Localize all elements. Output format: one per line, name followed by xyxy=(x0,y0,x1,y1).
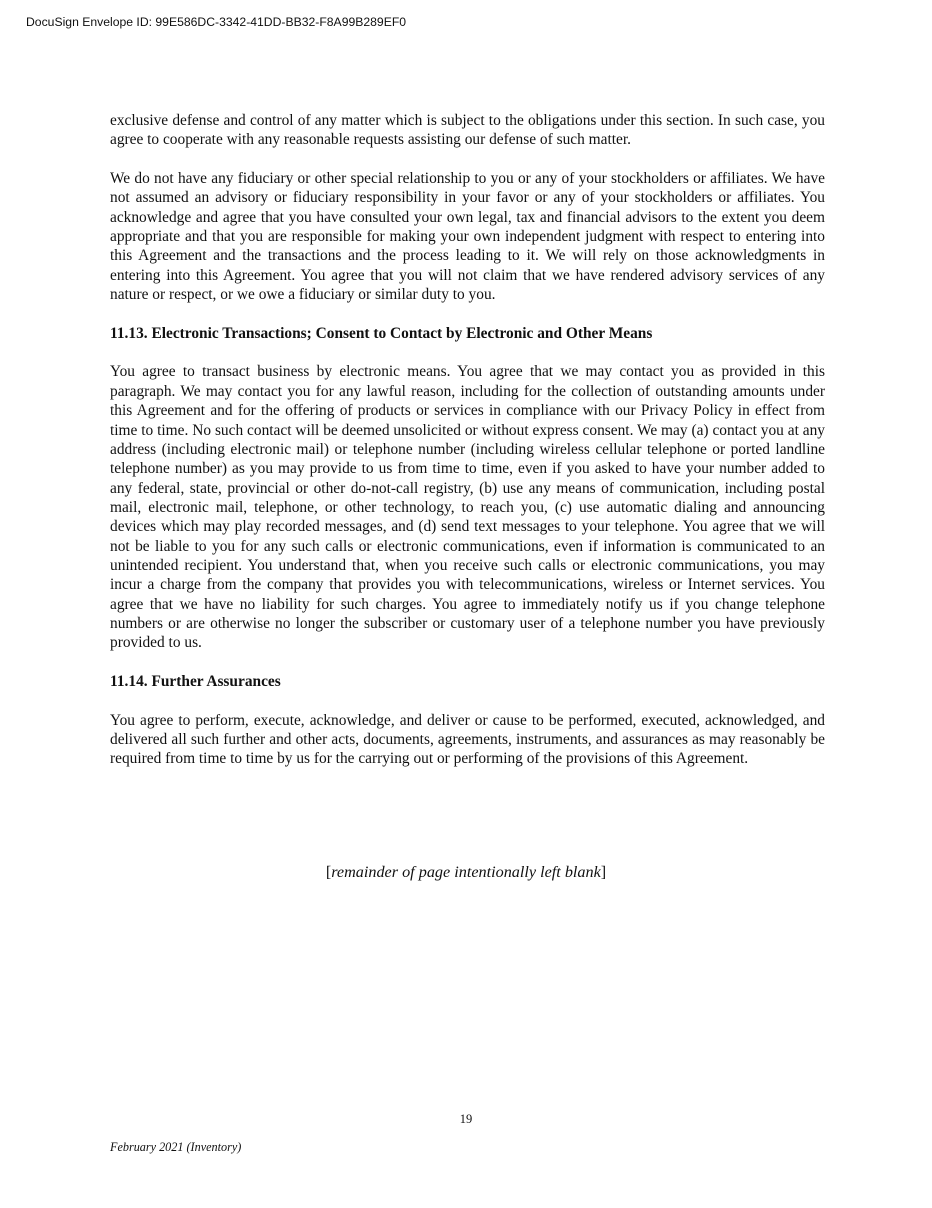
docusign-envelope-id: DocuSign Envelope ID: 99E586DC-3342-41DD-BB32-F8A99B289EF0 xyxy=(26,15,407,29)
page-number: 19 xyxy=(459,1112,473,1126)
document-body xyxy=(110,111,825,788)
paragraph-no-fiduciary-relationship: We do not have any fiduciary or other special relationship to you or any of your stockholders or affiliates. We have not assumed an advisory or fiduciary responsibility in your favor or any of your stockholders or affiliates. You acknowledge and agree that you have consulted your own legal, tax and financial advisors to the extent you deem appropriate and that you are responsible for making your own independent judgment with respect to entering into this Agreement and the transactions and the process leading to it. We will rely on those acknowledgments in entering into this Agreement. You agree that you will not claim that we have rendered advisory services of any nature or respect, or we owe a fiduciary or similar duty to you. xyxy=(110,170,825,304)
blank-note-text: remainder of page intentionally left blank xyxy=(331,863,601,881)
paragraph-further-assurances: You agree to perform, execute, acknowledge, and deliver or cause to be performed, executed, acknowledged, and delivered all such further and other acts, documents, agreements, instruments, and assurances as may reasonably be required from time to time by us for the carrying out or performing of the provisions of this Agreement. xyxy=(110,711,825,768)
footer-version-label: February 2021 (Inventory) xyxy=(110,1140,242,1154)
open-bracket: [ xyxy=(325,863,332,881)
remainder-blank-note xyxy=(0,863,932,882)
close-bracket: ] xyxy=(600,863,607,881)
paragraph-indemnification-continued: exclusive defense and control of any matter which is subject to the obligations under this section. In such case, you agree to cooperate with any reasonable requests assisting our defense of such matter. xyxy=(110,112,825,149)
section-heading-11-13: 11.13. Electronic Transactions; Consent to Contact by Electronic and Other Means xyxy=(110,324,653,342)
section-heading-11-14: 11.14. Further Assurances xyxy=(110,672,281,690)
paragraph-electronic-transactions: You agree to transact business by electronic means. You agree that we may contact you as provided in this paragraph. We may contact you for any lawful reason, including for the collection of outstanding amounts under this Agreement and for the offering of products or services in compliance with our Privacy Policy in effect from time to time. No such contact will be deemed unsolicited or without express consent. We may (a) contact you at any address (including electronic mail) or telephone number (including wireless cellular telephone or ported landline telephone number) as you may provide to us from time to time, even if you asked to have your number added to any federal, state, provincial or other do-not-call registry, (b) use any means of communication, including postal mail, electronic mail, telephone, or other technology, to reach you, (c) use automatic dialing and announcing devices which may play recorded messages, and (d) send text messages to your telephone. You agree that we will not be liable to you for any such calls or electronic communications, even if information is communicated to an unintended recipient. You understand that, when you receive such calls or electronic communications, you may incur a charge from the company that provides you with telecommunications, wireless or Internet services. You agree that we have no liability for such charges. You agree to immediately notify us if you change telephone numbers or are otherwise no longer the subscriber or customary user of a telephone number you have previously provided to us. xyxy=(110,363,825,652)
